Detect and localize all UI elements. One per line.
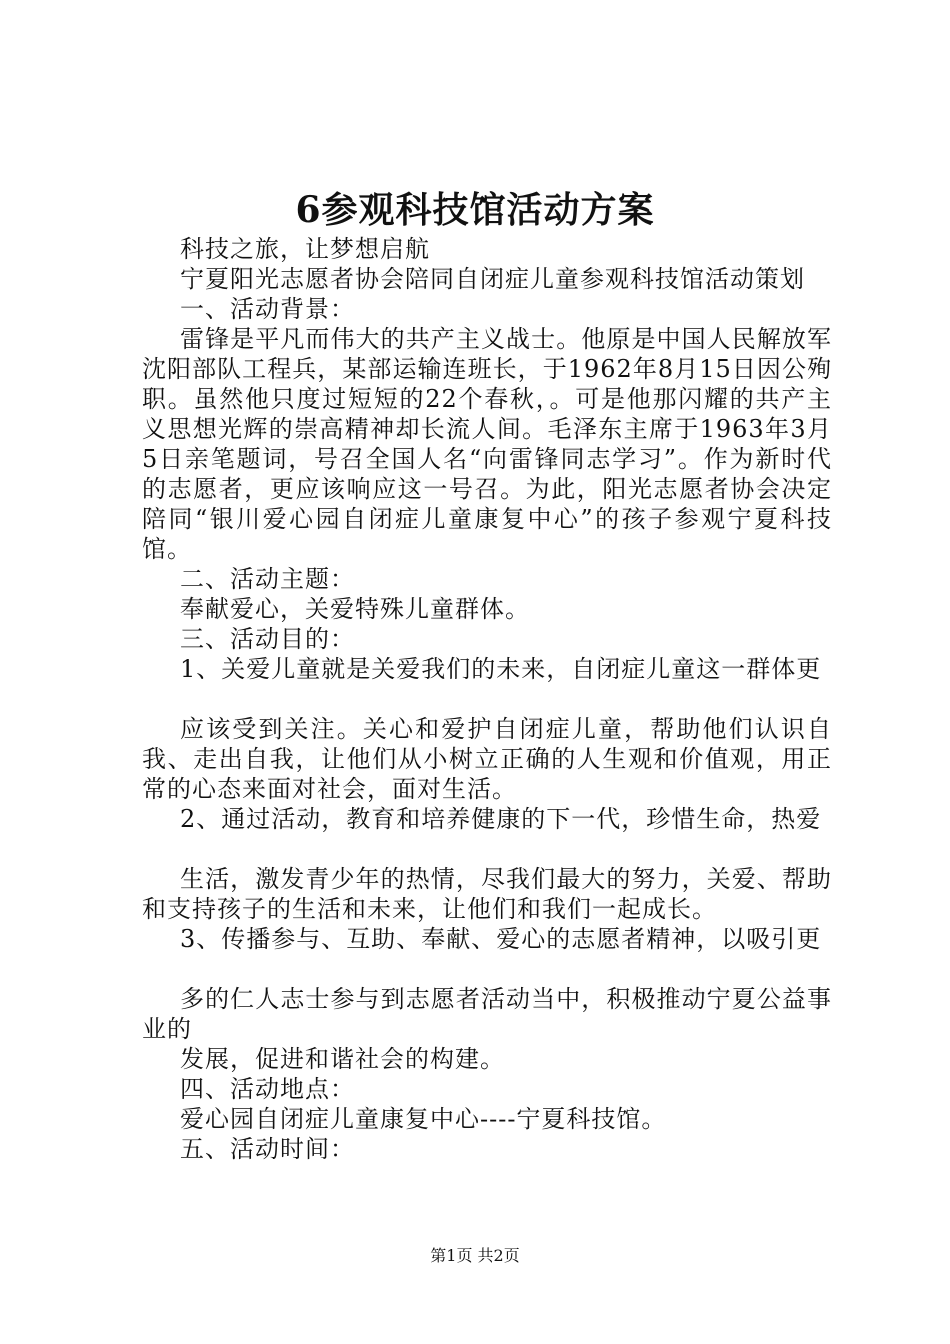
heading-purpose: 三、活动目的： — [180, 625, 355, 653]
heading-time: 五、活动时间： — [180, 1135, 355, 1163]
page-number: 第1页 共2页 — [430, 1246, 520, 1265]
paragraph-purpose-3a: 3、传播参与、互助、奉献、爱心的志愿者精神，以吸引更 — [180, 925, 822, 953]
heading-background: 一、活动背景： — [180, 295, 355, 323]
paragraph-location: 爱心园自闭症儿童康复中心----宁夏科技馆。 — [180, 1105, 667, 1133]
paragraph-purpose-1a: 1、关爱儿童就是关爱我们的未来，自闭症儿童这一群体更 — [180, 655, 822, 683]
document-body — [142, 234, 832, 1164]
paragraph-plan-name: 宁夏阳光志愿者协会陪同自闭症儿童参观科技馆活动策划 — [180, 265, 805, 293]
paragraph-purpose-3c: 发展，促进和谐社会的构建。 — [180, 1045, 505, 1073]
document-title: 6参观科技馆活动方案 — [295, 189, 655, 231]
paragraph-purpose-2b: 生活，激发青少年的热情，尽我们最大的努力，关爱、帮助和支持孩子的生活和未来，让他们和我们一起成长。 — [142, 865, 832, 923]
paragraph-purpose-1b: 应该受到关注。关心和爱护自闭症儿童，帮助他们认识自我、走出自我，让他们从小树立正确的人生观和价值观，用正常的心态来面对社会，面对生活。 — [142, 715, 832, 803]
paragraph-purpose-3b: 多的仁人志士参与到志愿者活动当中，积极推动宁夏公益事业的 — [142, 985, 832, 1043]
heading-location: 四、活动地点： — [180, 1075, 355, 1103]
heading-theme: 二、活动主题： — [180, 565, 355, 593]
paragraph-theme: 奉献爱心，关爱特殊儿童群体。 — [180, 595, 530, 623]
paragraph-purpose-2a: 2、通过活动，教育和培养健康的下一代，珍惜生命，热爱 — [180, 805, 822, 833]
paragraph-subtitle: 科技之旅，让梦想启航 — [180, 235, 430, 263]
paragraph-background: 雷锋是平凡而伟大的共产主义战士。他原是中国人民解放军沈阳部队工程兵，某部运输连班长，于1962年8月15日因公殉职。虽然他只度过短短的22个春秋，。可是他那闪耀的共产主义思想光辉的崇高精神却长流人间。毛泽东主席于1963年3月5日亲笔题词，号召全国人名“向雷锋同志学习”。作为新时代的志愿者，更应该响应这一号召。为此，阳光志愿者协会决定陪同“银川爱心园自闭症儿童康复中心”的孩子参观宁夏科技馆。 — [142, 325, 832, 563]
